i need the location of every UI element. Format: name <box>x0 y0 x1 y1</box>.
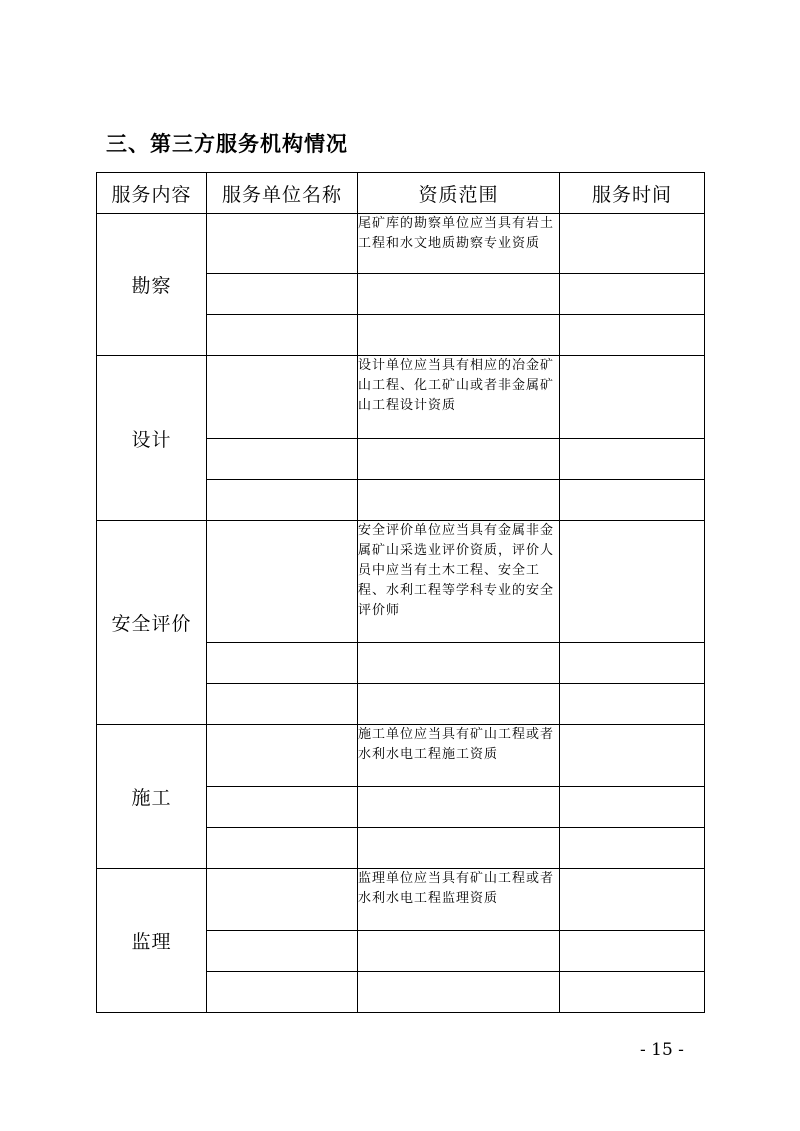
header-qualification-scope: 资质范围 <box>358 173 560 214</box>
table-row <box>97 869 705 931</box>
scope-cell <box>358 643 560 684</box>
unit-name-cell <box>207 439 358 480</box>
service-time-cell <box>560 643 705 684</box>
unit-name-cell <box>207 315 358 356</box>
scope-cell <box>358 480 560 521</box>
scope-cell <box>358 828 560 869</box>
unit-name-cell <box>207 480 358 521</box>
service-time-cell <box>560 315 705 356</box>
scope-cell <box>358 274 560 315</box>
scope-cell: 尾矿库的勘察单位应当具有岩土工程和水文地质勘察专业资质 <box>358 214 560 274</box>
unit-name-cell <box>207 521 358 643</box>
unit-name-cell <box>207 214 358 274</box>
unit-name-cell <box>207 828 358 869</box>
section-title: 三、第三方服务机构情况 <box>106 132 348 156</box>
category-cell: 安全评价 <box>97 521 207 725</box>
category-cell: 设计 <box>97 356 207 521</box>
table-row <box>97 356 705 439</box>
category-cell: 勘察 <box>97 214 207 356</box>
service-time-cell <box>560 356 705 439</box>
unit-name-cell <box>207 356 358 439</box>
table-row <box>97 521 705 643</box>
header-service-unit-name: 服务单位名称 <box>207 173 358 214</box>
header-service-content: 服务内容 <box>97 173 207 214</box>
service-time-cell <box>560 439 705 480</box>
unit-name-cell <box>207 274 358 315</box>
scope-cell <box>358 931 560 972</box>
unit-name-cell <box>207 725 358 787</box>
table-row <box>97 214 705 274</box>
service-time-cell <box>560 931 705 972</box>
service-time-cell <box>560 725 705 787</box>
category-cell: 监理 <box>97 869 207 1013</box>
service-time-cell <box>560 684 705 725</box>
service-time-cell <box>560 869 705 931</box>
unit-name-cell <box>207 787 358 828</box>
service-time-cell <box>560 521 705 643</box>
scope-cell <box>358 787 560 828</box>
unit-name-cell <box>207 931 358 972</box>
service-agency-table <box>96 172 705 1013</box>
scope-cell <box>358 439 560 480</box>
service-time-cell <box>560 214 705 274</box>
table-row <box>97 725 705 787</box>
service-time-cell <box>560 480 705 521</box>
scope-cell: 设计单位应当具有相应的冶金矿山工程、化工矿山或者非金属矿山工程设计资质 <box>358 356 560 439</box>
category-cell: 施工 <box>97 725 207 869</box>
service-time-cell <box>560 787 705 828</box>
scope-cell <box>358 972 560 1013</box>
service-time-cell <box>560 972 705 1013</box>
scope-cell: 安全评价单位应当具有金属非金属矿山采选业评价资质，评价人员中应当有土木工程、安全工程、水利工程等学科专业的安全评价师 <box>358 521 560 643</box>
unit-name-cell <box>207 972 358 1013</box>
scope-cell: 监理单位应当具有矿山工程或者水利水电工程监理资质 <box>358 869 560 931</box>
scope-cell: 施工单位应当具有矿山工程或者水利水电工程施工资质 <box>358 725 560 787</box>
scope-cell <box>358 684 560 725</box>
page-number: - 15 - <box>640 1040 684 1060</box>
service-time-cell <box>560 828 705 869</box>
unit-name-cell <box>207 643 358 684</box>
unit-name-cell <box>207 684 358 725</box>
service-time-cell <box>560 274 705 315</box>
table-header-row <box>97 173 705 214</box>
scope-cell <box>358 315 560 356</box>
unit-name-cell <box>207 869 358 931</box>
header-service-time: 服务时间 <box>560 173 705 214</box>
